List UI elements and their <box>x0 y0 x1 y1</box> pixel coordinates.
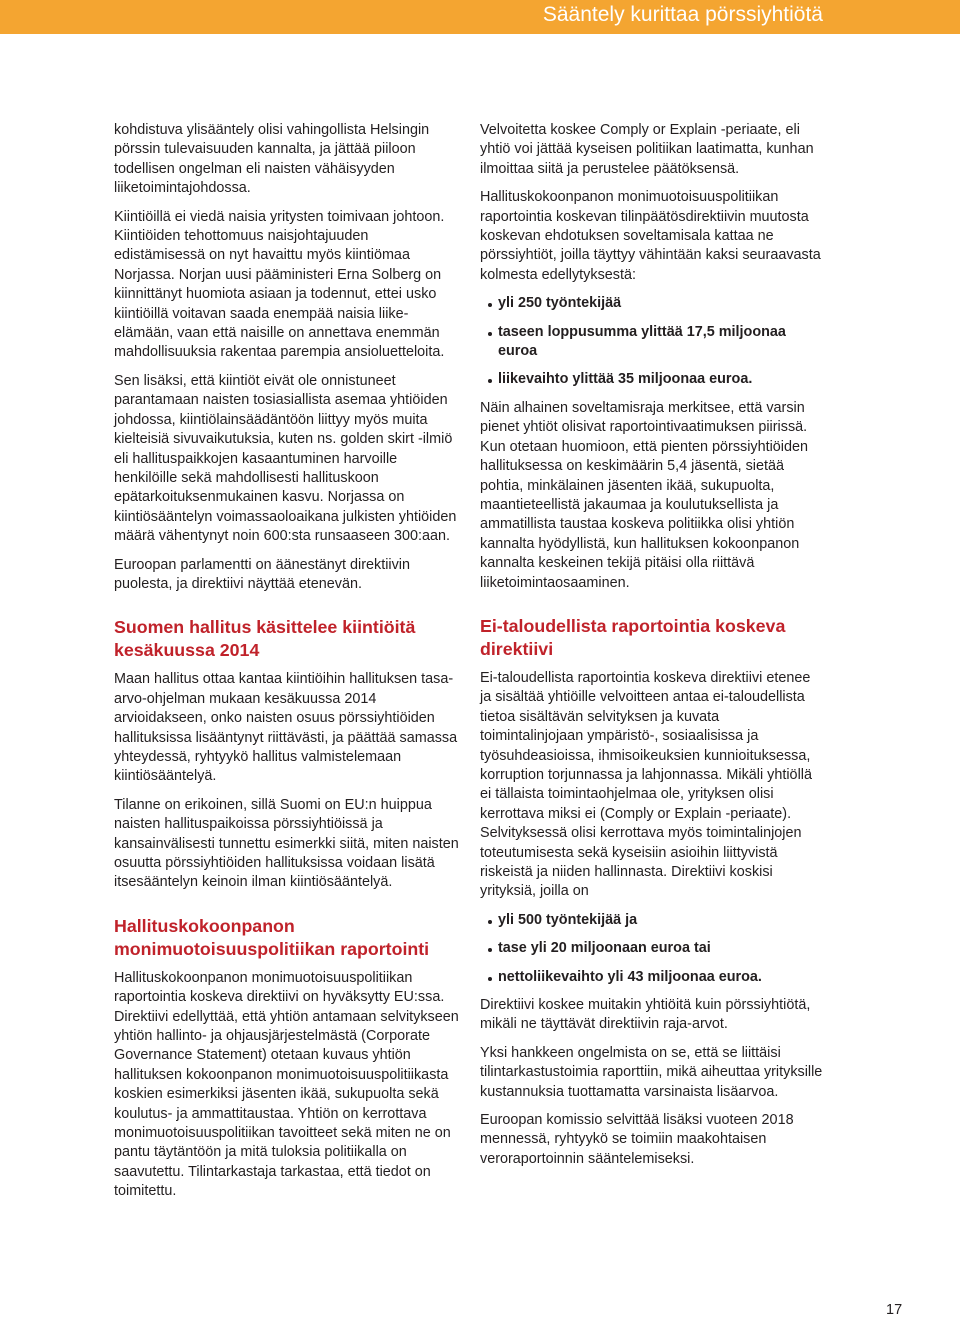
list-item: yli 250 työntekijää <box>480 294 825 313</box>
right-column <box>480 121 825 1178</box>
paragraph: Sen lisäksi, että kiintiöt eivät ole onnistuneet parantamaan naisten tosiasiallista asemaa yhtiöiden johdossa, kiintiölainsäädäntöön liittyy myös muita kielteisiä sivuvaikutuksia, kuten ns. golden skirt -ilmiö eli hallituspaikkojen kasaantuminen harvoille henkilöille sekä mahdollisesti hallituskoon epätarkoituksenmukainen kasvu. Norjassa on kiintiösääntelyn voimassaoloaikana julkisten yhtiöiden määrä vähentynyt noin 600:sta runsaaseen 300:aan. <box>114 372 457 545</box>
page-number: 17 <box>886 1302 903 1318</box>
paragraph: Maan hallitus ottaa kantaa kiintiöihin hallituksen tasa-arvo-ohjelman mukaan kesäkuussa 2014 arvioidakseen, onko naisten osuus pörssiyhtiöiden hallituksissa lisääntynyt riittävästi, ja päättää samassa yhteydessä, ryhtyykö hallitus valmistelemaan kiintiösääntelyä. <box>114 671 458 785</box>
list-item: nettoliikevaihto yli 43 miljoonaa euroa. <box>480 968 825 987</box>
page-header-title: Sääntely kurittaa pörssiyhtiötä <box>542 3 823 26</box>
bullet-dot-icon <box>488 303 492 307</box>
list-item: liikevaihto ylittää 35 miljoonaa euroa. <box>480 370 825 389</box>
paragraph: Yksi hankkeen ongelmista on se, että se liittäisi tilintarkastustoimia raporttiin, mikä aiheuttaa yrityksille kustannuksia tuottamatta varsinaista lisäarvoa. <box>480 1044 823 1100</box>
bullet-dot-icon <box>488 948 492 952</box>
paragraph: Euroopan parlamentti on äänestänyt direktiivin puolesta, ja direktiivi näyttää etenevän. <box>114 556 410 592</box>
bullet-dot-icon <box>488 332 492 336</box>
list-item: taseen loppusumma ylittää 17,5 miljoonaa euroa <box>480 323 825 362</box>
paragraph: Hallituskokoonpanon monimuotoisuuspolitiikan raportointia koskevan tilinpäätösdirektiivin muutosta koskevan ehdotuksen soveltamisala kattaa ne pörssiyhtiöt, joilla täyttyy vähintään kaksi seuraavasta kolmesta edellytyksestä: <box>480 189 821 283</box>
bullet-list <box>480 911 825 987</box>
section-heading: Suomen hallitus käsittelee kiintiöitä kesäkuussa 2014 <box>114 617 416 661</box>
paragraph: kohdistuva ylisääntely olisi vahingollista Helsingin pörssin tulevaisuuden kannalta, ja jättää piiloon todellisen ongelman eli naisten vähäisyyden liiketoimintajohdossa. <box>114 122 430 197</box>
list-item: tase yli 20 miljoonaan euroa tai <box>480 939 825 958</box>
paragraph: Ei-taloudellista raportointia koskeva direktiivi etenee ja sisältää yhtiöille velvoitteen antaa ei-taloudellista tietoa sisältävän selvityksen ja kuvata toimintalinjojaan ympäristö-, sosiaalisissa ja työsuhdeasioissa, ihmisoikeuksien kunnioituksessa, korruption torjunnassa ja lahjonnassa. Mikäli yhtiöllä ei tällaista toimintaohjelmaa ole, yrityksen olisi kerrottava miksi ei (Comply or Explain -periaate). Selvityksessä olisi kerrottava myös toimintalinjojen toteutumisesta sekä kyseisiin asioihin liittyvistä riskeistä ja niiden hallinnasta. Direktiivi koskisi yrityksiä, joilla on <box>480 669 812 900</box>
paragraph: Velvoitetta koskee Comply or Explain -periaate, eli yhtiö voi jättää kyseisen politiikan laatimatta, kunhan ilmoittaa siitä ja perustelee päätöksensä. <box>480 122 814 177</box>
paragraph: Euroopan komissio selvittää lisäksi vuoteen 2018 mennessä, ryhtyykö se toimiin maakohtaisen veroraportoinnin sääntelemiseksi. <box>480 1112 794 1167</box>
list-item: yli 500 työntekijää ja <box>480 911 825 930</box>
bullet-dot-icon <box>488 920 492 924</box>
bullet-dot-icon <box>488 977 492 981</box>
bullet-dot-icon <box>488 379 492 383</box>
header-bar <box>0 0 960 34</box>
paragraph: Näin alhainen soveltamisraja merkitsee, että varsin pienet yhtiöt olisivat raportointivaatimuksen piirissä. Kun otetaan huomioon, että pienten pörssiyhtiöiden hallituksessa on keskimäärin 5,4 jäsentä, sietää pohtia, minkälainen jäsenten ikää, sukupuolta, maantieteellistä jakaumaa ja koulutuksellista ja ammatillista taustaa koskeva politiikka olisi yhtiön kannalta hyödyllistä, kun hallituksen kokoonpanon kannalta keskeinen tekijä pitäisi olla riittävä liiketoimintaosaaminen. <box>480 399 809 591</box>
section-heading: Hallituskokoonpanon monimuotoisuuspolitiikan raportointi <box>114 915 430 959</box>
paragraph: Tilanne on erikoinen, sillä Suomi on EU:n huippua naisten hallituspaikoissa pörssiyhtiöissä ja kansainvälisesti tunnettu esimerkki siitä, miten naisten osuutta pörssiyhtiöiden hallituksissa voidaan lisätä itsesääntelyn keinoin ilman kiintiösääntelyä. <box>114 796 459 891</box>
left-column <box>114 121 459 1211</box>
section-heading: Ei-taloudellista raportointia koskeva direktiivi <box>480 615 786 659</box>
paragraph: Hallituskokoonpanon monimuotoisuuspolitiikan raportointia koskeva direktiivi on hyväksytty EU:ssa. Direktiivi edellyttää, että yhtiön antamaan selvitykseen yhtiön hallinto- ja ohjausjärjestelmästä (Corporate Governance Statement) otetaan kuvaus yhtiön hallituksen kokoonpanon monimuotoisuuspolitiikasta koskien esimerkiksi jäsenten ikää, sukupuolta sekä koulutus- ja ammattitaustaa. Yhtiön on kerrottava monimuotoisuuspolitiikan tavoitteet sekä miten ne on pantu täytäntöön ja mitä tuloksia politiikalla on saavutettu. Tilintarkastaja tarkastaa, että tiedot on toimitettu. <box>114 969 459 1200</box>
paragraph: Kiintiöillä ei viedä naisia yritysten toimivaan johtoon. Kiintiöiden tehottomuus naisjohtajuuden edistämisessä on nyt havaittu myös kiintiömaa Norjassa. Norjan uusi pääministeri Erna Solberg on kiinnittänyt huomiota asiaan ja todennut, ettei usko kiintiöillä voitavan saada enempää naisia liike-elämään, vaan että naisille on annettava enemmän mahdollisuuksia rakentaa parempia ansioluetteloita. <box>114 208 445 361</box>
bullet-list <box>480 294 825 390</box>
paragraph: Direktiivi koskee muitakin yhtiöitä kuin pörssiyhtiötä, mikäli ne täyttävät direktiivin raja-arvot. <box>480 997 811 1033</box>
